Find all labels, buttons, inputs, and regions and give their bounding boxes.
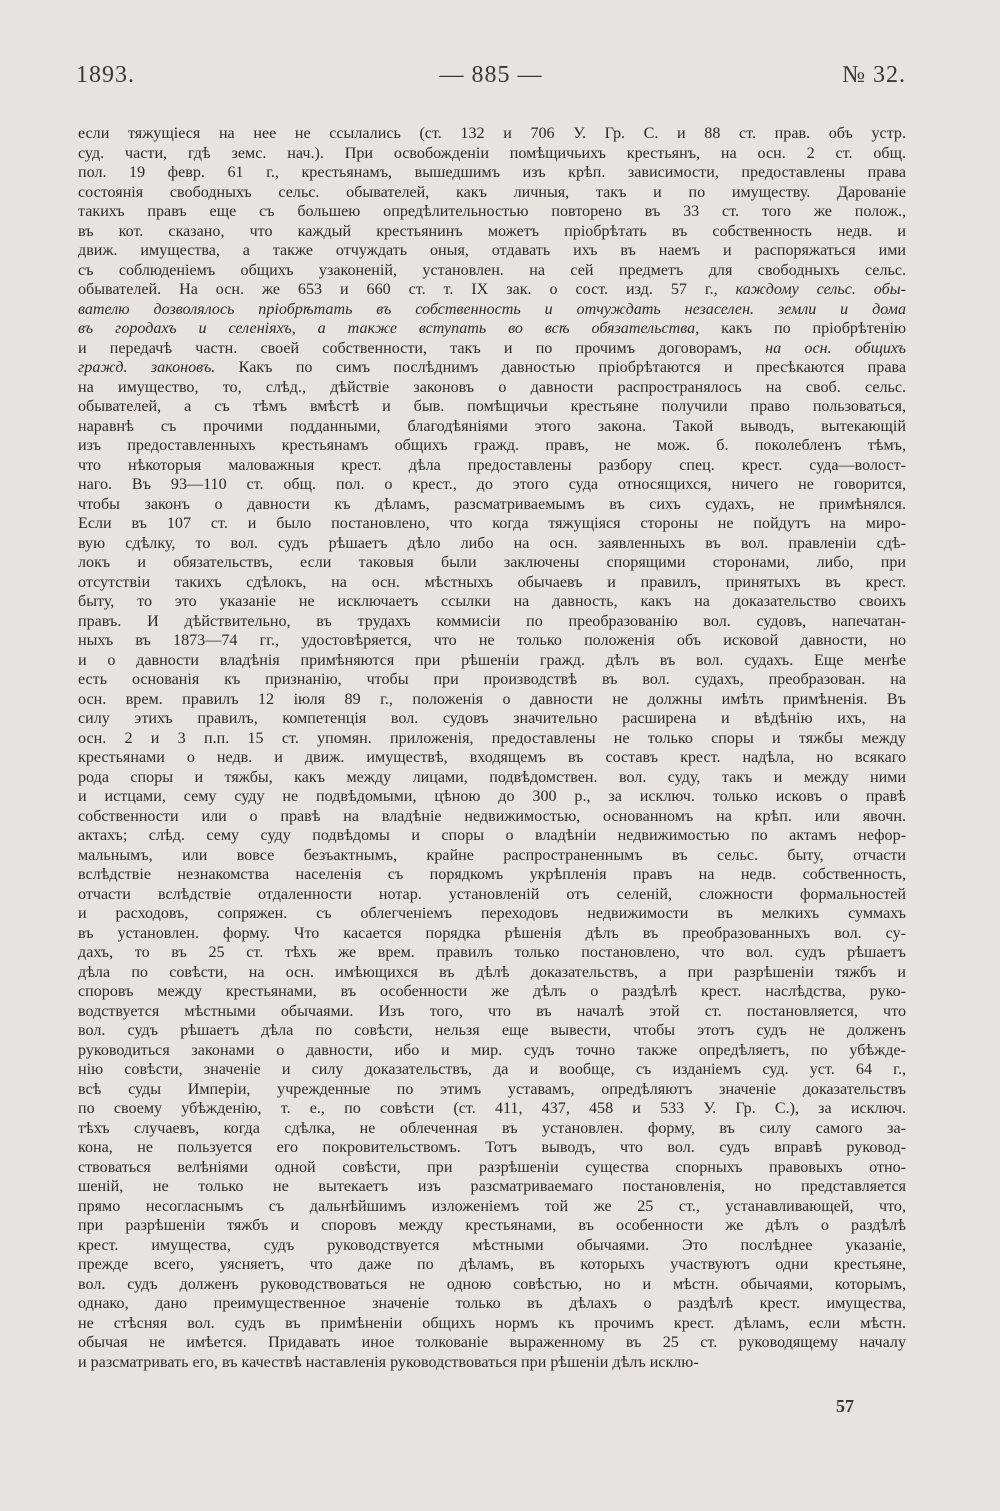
- header-year: 1893.: [76, 62, 135, 88]
- text-line: есть основанія къ признанію, чтобы при производствѣ въ вол. судахъ, преобразован. на: [78, 671, 906, 688]
- text-line: дахъ, то въ 25 ст. тѣхъ же врем. правилъ только постановлено, что вол. судъ рѣшаетъ: [78, 944, 906, 961]
- text-line: обычая не имѣется. Придавать иное толкованіе выраженному въ 25 ст. руководящему началу: [78, 1334, 906, 1351]
- text-line: ныхъ въ 1873—74 гг., удостовѣряется, что не только положенія объ исковой давности, но: [78, 632, 906, 649]
- text-line: всѣ суды Имперіи, учрежденные по этимъ уставамъ, опредѣляютъ значеніе доказательствъ: [78, 1080, 906, 1098]
- text-line: и разсматривать его, въ качествѣ наставленія руководствоваться при рѣшеніи дѣлъ исклю-: [78, 1353, 699, 1371]
- text-line: не стѣсняя вол. судъ въ примѣненіи общихъ нормъ къ прочимъ крест. дѣламъ, если мѣстн.: [78, 1314, 906, 1332]
- text-line: по своему убѣжденію, т. е., по совѣсти (ст. 411, 437, 458 и 533 У. Гр. С.), за исключ.: [78, 1100, 906, 1117]
- text-line: осн. 2 и 3 п.п. 15 ст. упомян. приложенія, предоставлены не только споры и тяжбы между: [78, 729, 906, 747]
- text-line: и о давности владѣнія примѣняются при рѣшеніи гражд. дѣлъ въ вол. судахъ. Еще менѣе: [78, 651, 906, 669]
- text-line: однако, дано преимущественное значеніе только въ дѣлахъ о раздѣлѣ крест. имущества,: [78, 1295, 906, 1312]
- text-line: отчасти вслѣдствіе отдаленности нотар. установленій отъ селеній, сложности формальностей: [78, 885, 906, 903]
- text-line: если тяжущіеся на нее не ссылались (ст. 132 и 706 У. Гр. С. и 88 ст. прав. объ устр.: [78, 125, 906, 142]
- text-line: рода споры и тяжбы, какъ между лицами, подвѣдомствен. вол. суду, такъ и между ними: [78, 768, 906, 786]
- text-line: и передачѣ частн. своей собственности, такъ и по прочимъ договорамъ, на осн. общихъ: [78, 339, 907, 357]
- text-line: руководиться законами о давности, ибо и мир. судъ точно также опредѣляетъ, по убѣжде-: [78, 1041, 906, 1059]
- text-line: нію совѣсти, значеніе и силу доказательствъ, да и вообще, съ изданіемъ суд. уст. 64 г.,: [78, 1061, 906, 1078]
- text-line: вслѣдствіе незнакомства населенія съ порядкомъ укрѣпленія правъ на недв. собственность,: [78, 866, 906, 883]
- text-line: на имущество, то, слѣд., дѣйствіе законовъ о давности распространялось на своб. сельс.: [78, 378, 906, 396]
- text-line: въ установлен. форму. Что касается порядка рѣшенія дѣлъ въ преобразованныхъ вол. су-: [78, 924, 906, 942]
- text-line: актахъ; слѣд. сему суду подвѣдомы и споры о владѣніи недвижимостью по актамъ нефор-: [78, 827, 906, 844]
- text-line: движ. имущества, а также отчуждать оныя, отдавать ихъ въ наемъ и распоряжаться ими: [78, 242, 906, 259]
- text-line: наго. Въ 93—110 ст. общ. пол. о крест., до этого суда относящихся, ничего не говорится,: [78, 476, 906, 493]
- text-line: пол. 19 февр. 61 г., крестьянамъ, вышедшимъ изъ крѣп. зависимости, предоставлены права: [78, 164, 906, 181]
- text-line: локъ и обязательствъ, если таковыя были заключены спорящими сторонами, либо, при: [78, 554, 906, 571]
- text-line: Если въ 107 ст. и было постановлено, что когда тяжущіяся стороны не пойдутъ на миро-: [78, 515, 906, 532]
- text-line: правъ. И дѣйствительно, въ трудахъ коммисіи по преобразованію вол. судовъ, напечатан-: [78, 612, 906, 630]
- text-line: отсутствіи такихъ сдѣлокъ, на осн. мѣстныхъ обычаевъ и правилъ, принятыхъ въ крест.: [78, 573, 906, 591]
- text-line: крест. имущества, судъ руководствуется мѣстными обычаями. Это послѣднее указаніе,: [78, 1236, 906, 1254]
- text-line: кона, не пользуется его покровительствомъ. Тотъ выводъ, что вол. судъ вправѣ руковод-: [78, 1139, 906, 1156]
- text-line: изъ предоставленныхъ крестьянамъ общихъ гражд. правъ, не мож. б. поколебленъ тѣмъ,: [78, 437, 906, 454]
- text-line: состоянія свободныхъ сельс. обывателей, какъ личныя, такъ и по имуществу. Дарованіе: [78, 183, 906, 201]
- text-line: суд. части, гдѣ земс. нач.). При освобожденіи помѣщичьихъ крестьянъ, на осн. 2 ст. общ.: [78, 144, 906, 162]
- text-line: что нѣкоторыя маловажныя крест. дѣла предоставлены разбору спец. крест. суда—волост-: [78, 456, 906, 474]
- signature-number: 57: [836, 1396, 854, 1416]
- text-line: быту, то это указаніе не исключаетъ ссылки на давность, какъ на доказательство своихъ: [78, 593, 906, 610]
- text-line: и расходовъ, сопряжен. съ облегченіемъ переходовъ недвижимости въ мелкихъ суммахъ: [78, 905, 906, 922]
- text-line: дѣла по совѣсти, на осн. имѣющихся въ дѣлѣ доказательствъ, а при разрѣшеніи тяжбъ и: [78, 963, 906, 981]
- text-line: осн. врем. правилъ 12 іюля 89 г., положенія о давности не должны имѣть примѣненія. Въ: [78, 690, 906, 708]
- text-line: ствоваться велѣніями одной совѣсти, при разрѣшеніи существа спорныхъ правовыхъ отно-: [78, 1158, 906, 1176]
- text-line: вол. судъ рѣшаетъ дѣла по совѣсти, нельзя еще вывести, чтобы этотъ судъ не долженъ: [78, 1022, 906, 1039]
- text-line: обывателей, а съ тѣмъ вмѣстѣ и быв. помѣщичьи крестьяне получили право пользоваться,: [78, 398, 906, 415]
- text-line: вую сдѣлку, то вол. судъ рѣшаетъ дѣло либо на осн. заявленныхъ въ вол. правленіи сдѣ-: [78, 534, 906, 552]
- text-line: крестьянами о недв. и движ. имуществѣ, входящемъ въ составъ крест. надѣла, но всякаго: [78, 749, 906, 766]
- running-header: [76, 62, 906, 92]
- header-page-number: — 885 —: [439, 62, 543, 88]
- text-line: чтобы законъ о давности къ дѣламъ, разсматриваемымъ въ сихъ судахъ, не примѣнялся.: [78, 495, 906, 513]
- text-line: мальнымъ, или вовсе безъактнымъ, крайне распространеннымъ въ сельс. быту, отчасти: [78, 846, 906, 864]
- text-line: обывателей. На осн. же 653 и 660 ст. т. IX зак. о сост. изд. 57 г., каждому сельс. обы-: [78, 281, 906, 298]
- body-text: [78, 124, 906, 1372]
- text-line: вателю дозволялось пріобрѣтать въ собственность и отчуждать незаселен. земли и дома: [78, 300, 906, 318]
- header-issue-number: № 32.: [842, 62, 906, 88]
- text-line: такихъ правъ еще съ большею опредѣлительностью повторено въ 33 ст. того же полож.,: [78, 203, 906, 220]
- text-line: въ кот. сказано, что каждый крестьянинъ можетъ пріобрѣтать въ собственность недв. и: [78, 222, 906, 240]
- text-line: съ соблюденіемъ общихъ узаконеній, установлен. на сей предметъ для свободныхъ сельс.: [78, 261, 906, 279]
- text-line: тѣхъ случаевъ, когда сдѣлка, не облеченная въ установлен. форму, въ силу самого за-: [78, 1119, 906, 1137]
- text-line: гражд. законовъ. Какъ по симъ послѣднимъ давностью пріобрѣтаются и пресѣкаются права: [78, 359, 907, 376]
- text-line: силу этихъ правилъ, компетенція вол. судовъ значительно расширена и вѣдѣнію ихъ, на: [78, 710, 906, 727]
- text-line: и истцами, сему суду не подвѣдомыми, цѣною до 300 р., за исключ. только исковъ о правѣ: [78, 788, 906, 805]
- text-line: шеній, не только не вытекаетъ изъ разсматриваемаго постановленія, но представляется: [78, 1178, 906, 1195]
- text-line: вол. судъ долженъ руководствоваться не одною совѣстью, но и мѣстн. обычаями, которымъ,: [78, 1275, 906, 1293]
- text-line: прямо несогласнымъ съ дальнѣйшимъ изложеніемъ той же 25 ст., устанавливающей, что,: [78, 1197, 906, 1215]
- text-line: споровъ между крестьянами, въ особенности же дѣлъ о раздѣлѣ крест. наслѣдства, руко-: [78, 983, 906, 1000]
- text-line: въ городахъ и селеніяхъ, а также вступать во всѣ обязательства, какъ по пріобрѣтенію: [78, 320, 906, 337]
- text-line: при разрѣшеніи тяжбъ и споровъ между крестьянами, въ особенности же дѣлъ о раздѣлѣ: [78, 1217, 906, 1234]
- text-line: собственности или о правѣ на владѣніе недвижимостью, основанномъ на крѣп. или явочн.: [78, 807, 906, 825]
- text-line: наравнѣ съ прочими подданными, благодѣяніями этого закона. Такой выводъ, вытекающій: [78, 417, 906, 435]
- text-line: прежде всего, уясняетъ, что даже по дѣламъ, въ которыхъ участвуютъ одни крестьяне,: [78, 1256, 906, 1273]
- text-line: водствуется мѣстными обычаями. Изъ того, что въ началѣ этой ст. постановляется, что: [78, 1002, 906, 1020]
